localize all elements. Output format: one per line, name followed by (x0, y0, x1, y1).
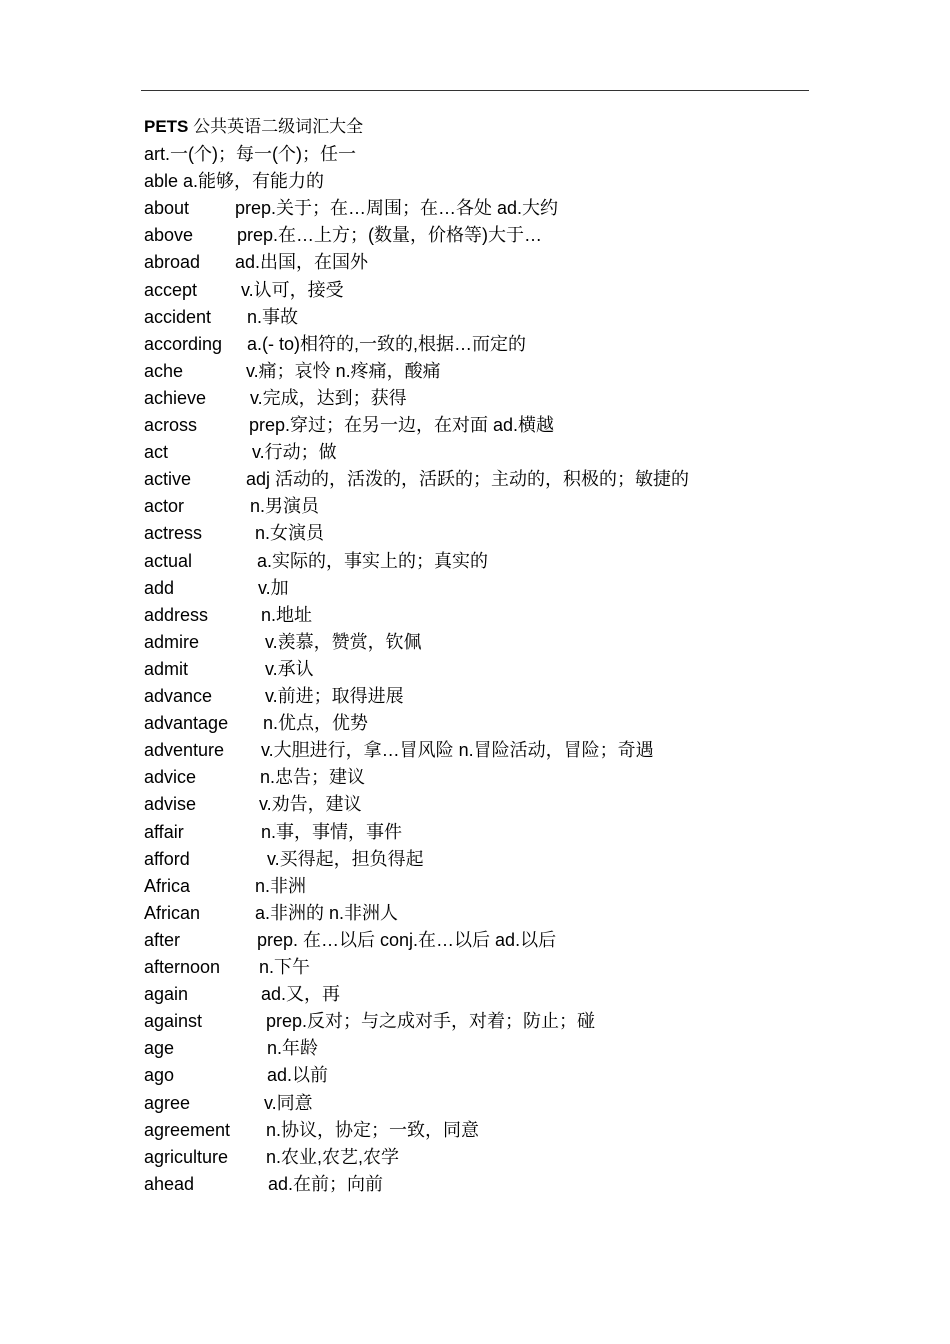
entry-definition: ad.以前 (267, 1065, 329, 1085)
entry-word: affair (144, 822, 184, 842)
entry-word: ahead (144, 1174, 195, 1194)
entry-definition: prep. 在…以后 conj.在…以后 ad.以后 (257, 930, 557, 950)
entry-definition: n.忠告；建议 (260, 767, 366, 787)
entry-word: advantage (144, 713, 229, 733)
entry-definition: n.女演员 (255, 523, 325, 543)
entry-word: accident (144, 307, 212, 327)
entry-definition: v.承认 (265, 659, 314, 679)
entry-word: against (144, 1011, 203, 1031)
entry-definition: ad.又，再 (261, 984, 341, 1004)
entry-word: actual (144, 551, 193, 571)
entry-word: admit (144, 659, 189, 679)
entry-definition: a.非洲的 n.非洲人 (255, 903, 399, 923)
entry-word: advance (144, 686, 213, 706)
entry-word: art.一(个)；每一(个)；任一 (144, 144, 356, 164)
entry-word: add (144, 578, 175, 598)
entry-definition: n.非洲 (255, 876, 307, 896)
entry-definition: v.买得起，担负得起 (267, 849, 424, 869)
entry-definition: n.男演员 (250, 496, 320, 516)
entry-word: active (144, 469, 192, 489)
entry-word: according (144, 334, 223, 354)
entry-word: afford (144, 849, 190, 869)
entry-word: accept (144, 280, 198, 300)
entry-definition: prep.在…上方；(数量，价格等)大于… (237, 225, 543, 245)
title-acronym: PETS (144, 117, 189, 136)
header-rule (141, 90, 809, 91)
entry-definition: v.痛；哀怜 n.疼痛，酸痛 (246, 361, 441, 381)
entry-definition: n.协议，协定；一致，同意 (266, 1120, 480, 1140)
entry-word: Africa (144, 876, 191, 896)
entry-word: afternoon (144, 957, 221, 977)
entry-definition: n.农业,农艺,农学 (266, 1147, 400, 1167)
entry-word: across (144, 415, 198, 435)
entry-definition: n.事故 (247, 307, 299, 327)
entry-word: advise (144, 794, 197, 814)
entry-definition: prep.关于；在…周围；在…各处 ad.大约 (235, 198, 559, 218)
entry-definition: n.优点，优势 (263, 713, 369, 733)
entry-word: agriculture (144, 1147, 229, 1167)
entry-definition: n.地址 (261, 605, 313, 625)
entry-word: about (144, 198, 190, 218)
entry-word: advice (144, 767, 197, 787)
entry-word: abroad (144, 252, 201, 272)
entry-definition: n.年龄 (267, 1038, 319, 1058)
entry-definition: a.实际的，事实上的；真实的 (257, 551, 489, 571)
entry-word: adventure (144, 740, 225, 760)
entry-definition: v.前进；取得进展 (265, 686, 404, 706)
entry-word: ago (144, 1065, 175, 1085)
entry-word: above (144, 225, 194, 245)
entry-definition: v.认可，接受 (241, 280, 344, 300)
entry-definition: adj 活动的，活泼的，活跃的；主动的，积极的；敏捷的 (246, 469, 690, 489)
entry-definition: v.加 (258, 578, 289, 598)
entry-word: after (144, 930, 181, 950)
entry-definition: prep.反对；与之成对手，对着；防止；碰 (266, 1011, 596, 1031)
entry-definition: n.下午 (259, 957, 311, 977)
entry-definition: n.事，事情，事件 (261, 822, 403, 842)
entry-word: act (144, 442, 169, 462)
entry-definition: v.劝告，建议 (259, 794, 362, 814)
entry-definition: prep.穿过；在另一边，在对面 ad.横越 (249, 415, 555, 435)
entry-word: achieve (144, 388, 207, 408)
page-title (144, 116, 363, 138)
entry-word: agree (144, 1093, 191, 1113)
entry-definition: v.羡慕，赞赏，钦佩 (265, 632, 422, 652)
entry-word: again (144, 984, 189, 1004)
entry-word: African (144, 903, 201, 923)
entry-word: admire (144, 632, 200, 652)
entry-definition: a.(- to)相符的,一致的,根据…而定的 (247, 334, 527, 354)
entry-definition: ad.在前；向前 (268, 1174, 384, 1194)
entry-word: address (144, 605, 209, 625)
entry-definition: v.完成，达到；获得 (250, 388, 407, 408)
entry-word: actor (144, 496, 185, 516)
entry-word: actress (144, 523, 203, 543)
entry-definition: v.同意 (264, 1093, 313, 1113)
entry-word: agreement (144, 1120, 231, 1140)
entry-definition: v.大胆进行，拿…冒风险 n.冒险活动，冒险；奇遇 (261, 740, 654, 760)
entry-word: age (144, 1038, 175, 1058)
entry-definition: ad.出国，在国外 (235, 252, 369, 272)
title-text: 公共英语二级词汇大全 (188, 117, 364, 136)
entry-word: able a.能够，有能力的 (144, 171, 325, 191)
entry-definition: v.行动；做 (252, 442, 337, 462)
entry-word: ache (144, 361, 184, 381)
